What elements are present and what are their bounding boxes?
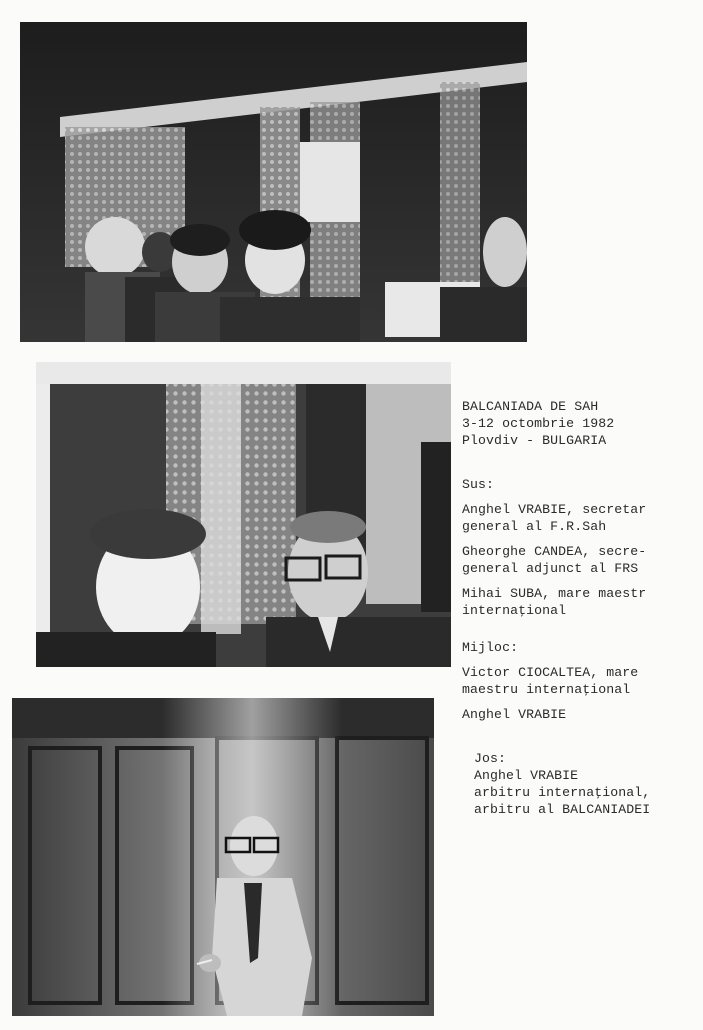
jos-line-1: Anghel VRABIE <box>474 768 579 783</box>
sus-entry-1-line-2: general al F.R.Sah <box>462 519 607 534</box>
jos-line-2: arbitru internaţional, <box>474 785 651 800</box>
sus-entry-3-line-1: Mihai SUBA, mare maestr <box>462 586 647 601</box>
event-location: Plovdiv - BULGARIA <box>462 433 607 448</box>
section-heading-jos: Jos: <box>474 751 507 766</box>
sus-entry-3-line-2: internaţional <box>462 603 567 618</box>
event-dates: 3-12 octombrie 1982 <box>462 416 615 431</box>
section-heading-sus: Sus: <box>462 477 495 492</box>
jos-line-3: arbitru al BALCANIADEI <box>474 802 651 817</box>
caption-block <box>462 398 698 818</box>
event-title: BALCANIADA DE SAH <box>462 399 599 414</box>
photo-top <box>20 22 527 342</box>
sus-entry-2-line-1: Gheorghe CANDEA, secre- <box>462 544 647 559</box>
section-heading-mijloc: Mijloc: <box>462 640 519 655</box>
photo-middle <box>36 362 451 667</box>
photo-bottom <box>12 698 434 1016</box>
sus-entry-2-line-2: general adjunct al FRS <box>462 561 639 576</box>
mijloc-entry-2-line-1: Anghel VRABIE <box>462 707 567 722</box>
mijloc-entry-1-line-1: Victor CIOCALTEA, mare <box>462 665 639 680</box>
jos-section <box>462 750 698 818</box>
sus-entry-1-line-1: Anghel VRABIE, secretar <box>462 502 647 517</box>
mijloc-entry-1-line-2: maestru internaţional <box>462 682 631 697</box>
